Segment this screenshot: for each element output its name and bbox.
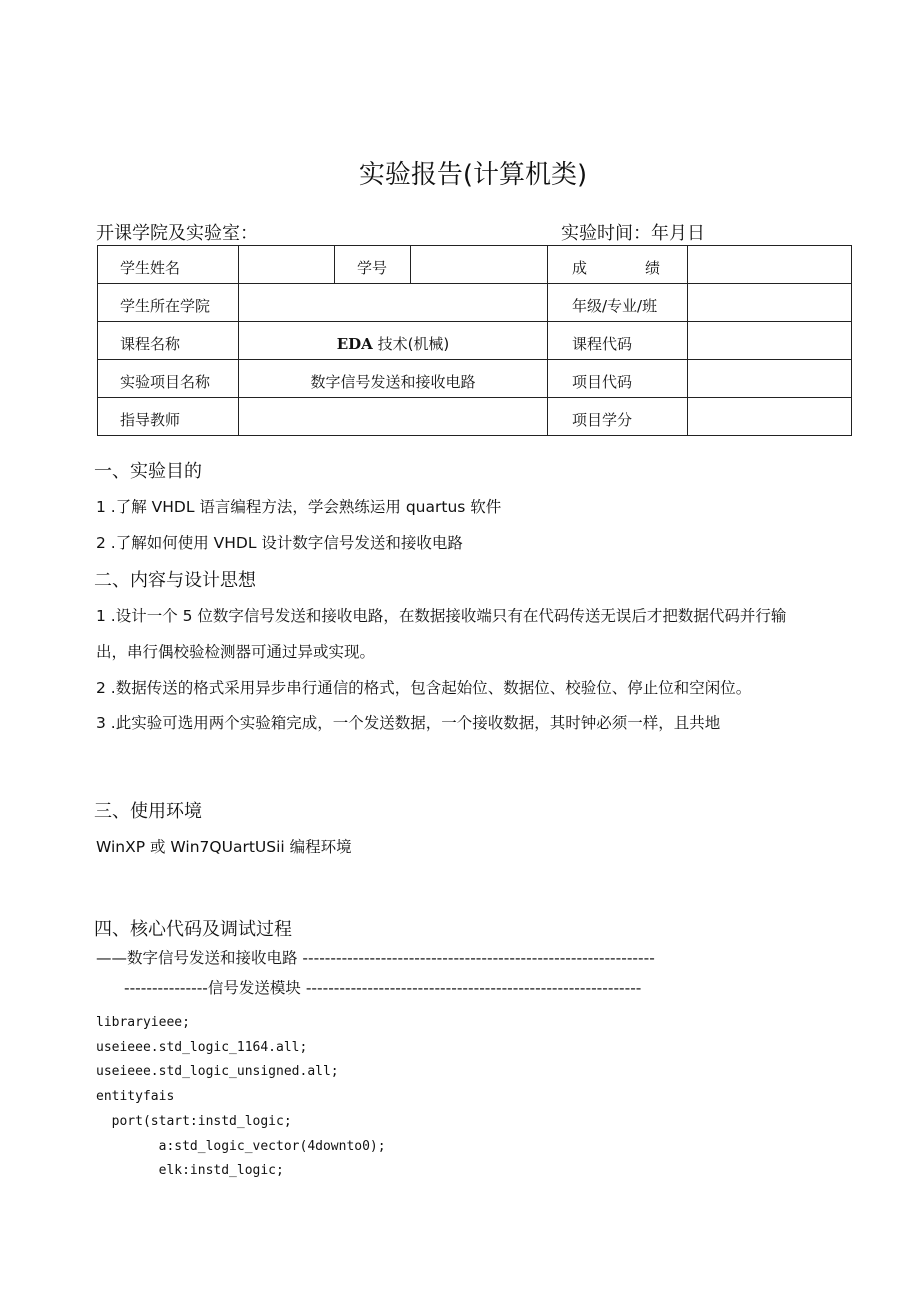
table-row xyxy=(98,246,852,284)
code-line: a:std_logic_vector(4downto0); xyxy=(96,1139,386,1154)
project-credit-value xyxy=(688,398,852,436)
code-line: useieee.std_logic_1164.all; xyxy=(96,1040,308,1055)
section-heading-environment: 三、使用环境 xyxy=(94,801,202,822)
project-code-value xyxy=(688,360,852,398)
score-value xyxy=(688,246,852,284)
code-line: elk:instd_logic; xyxy=(96,1163,284,1178)
student-id-value xyxy=(411,246,548,284)
purpose-item: 2 .了解如何使用 VHDL 设计数字信号发送和接收电路 xyxy=(96,534,463,552)
design-item-line: 1 .设计一个 5 位数字信号发送和接收电路，在数据接收端只有在代码传送无误后才把数据代码并行输 xyxy=(96,607,787,625)
course-code-value xyxy=(688,322,852,360)
table-row xyxy=(98,398,852,436)
design-item-line: 出，串行偶校验检测器可通过异或实现。 xyxy=(96,643,376,661)
grade-major-class-value xyxy=(688,284,852,322)
experiment-date-label: 实验时间：年月日 xyxy=(561,223,705,244)
table-row xyxy=(98,360,852,398)
code-divider-title: ——数字信号发送和接收电路 --------------------------------------------------------------- xyxy=(96,949,655,967)
student-name-label: 学生姓名 xyxy=(98,246,239,284)
code-divider-module: ---------------信号发送模块 ------------------------------------------------------------ xyxy=(124,979,642,997)
design-item: 2 .数据传送的格式采用异步串行通信的格式，包含起始位、数据位、校验位、停止位和空闲位。 xyxy=(96,679,752,697)
score-label xyxy=(548,246,688,284)
code-line: useieee.std_logic_unsigned.all; xyxy=(96,1064,339,1079)
project-code-label: 项目代码 xyxy=(548,360,688,398)
course-code-label: 课程代码 xyxy=(548,322,688,360)
project-name-value: 数字信号发送和接收电路 xyxy=(239,360,548,398)
table-row xyxy=(98,322,852,360)
section-heading-code: 四、核心代码及调试过程 xyxy=(94,919,292,940)
design-item: 3 .此实验可选用两个实验箱完成，一个发送数据，一个接收数据，其时钟必须一样，且共地 xyxy=(96,714,721,732)
teacher-label: 指导教师 xyxy=(98,398,239,436)
grade-major-class-label: 年级/专业/班 xyxy=(548,284,688,322)
score-label-char: 绩 xyxy=(644,259,660,277)
student-info-table xyxy=(97,245,852,436)
table-row xyxy=(98,284,852,322)
purpose-item: 1 .了解 VHDL 语言编程方法，学会熟练运用 quartus 软件 xyxy=(96,498,502,516)
score-label-char: 成 xyxy=(572,259,588,277)
course-name-latin: EDA xyxy=(336,335,373,353)
student-id-label: 学号 xyxy=(335,246,411,284)
college-lab-label: 开课学院及实验室： xyxy=(96,223,258,244)
project-credit-label: 项目学分 xyxy=(548,398,688,436)
teacher-value xyxy=(239,398,548,436)
course-name-value xyxy=(239,322,548,360)
college-label: 学生所在学院 xyxy=(98,284,239,322)
project-name-label: 实验项目名称 xyxy=(98,360,239,398)
code-line: libraryieee; xyxy=(96,1015,190,1030)
section-heading-design: 二、内容与设计思想 xyxy=(94,570,256,591)
section-heading-purpose: 一、实验目的 xyxy=(94,461,202,482)
code-line: port(start:instd_logic; xyxy=(96,1114,292,1129)
code-line: entityfais xyxy=(96,1089,175,1104)
document-title: 实验报告(计算机类) xyxy=(358,160,588,190)
college-value xyxy=(239,284,548,322)
course-name-rest: 技术(机械) xyxy=(372,335,450,353)
environment-text: WinXP 或 Win7QUartUSii 编程环境 xyxy=(96,838,352,856)
student-name-value xyxy=(239,246,335,284)
course-name-label: 课程名称 xyxy=(98,322,239,360)
